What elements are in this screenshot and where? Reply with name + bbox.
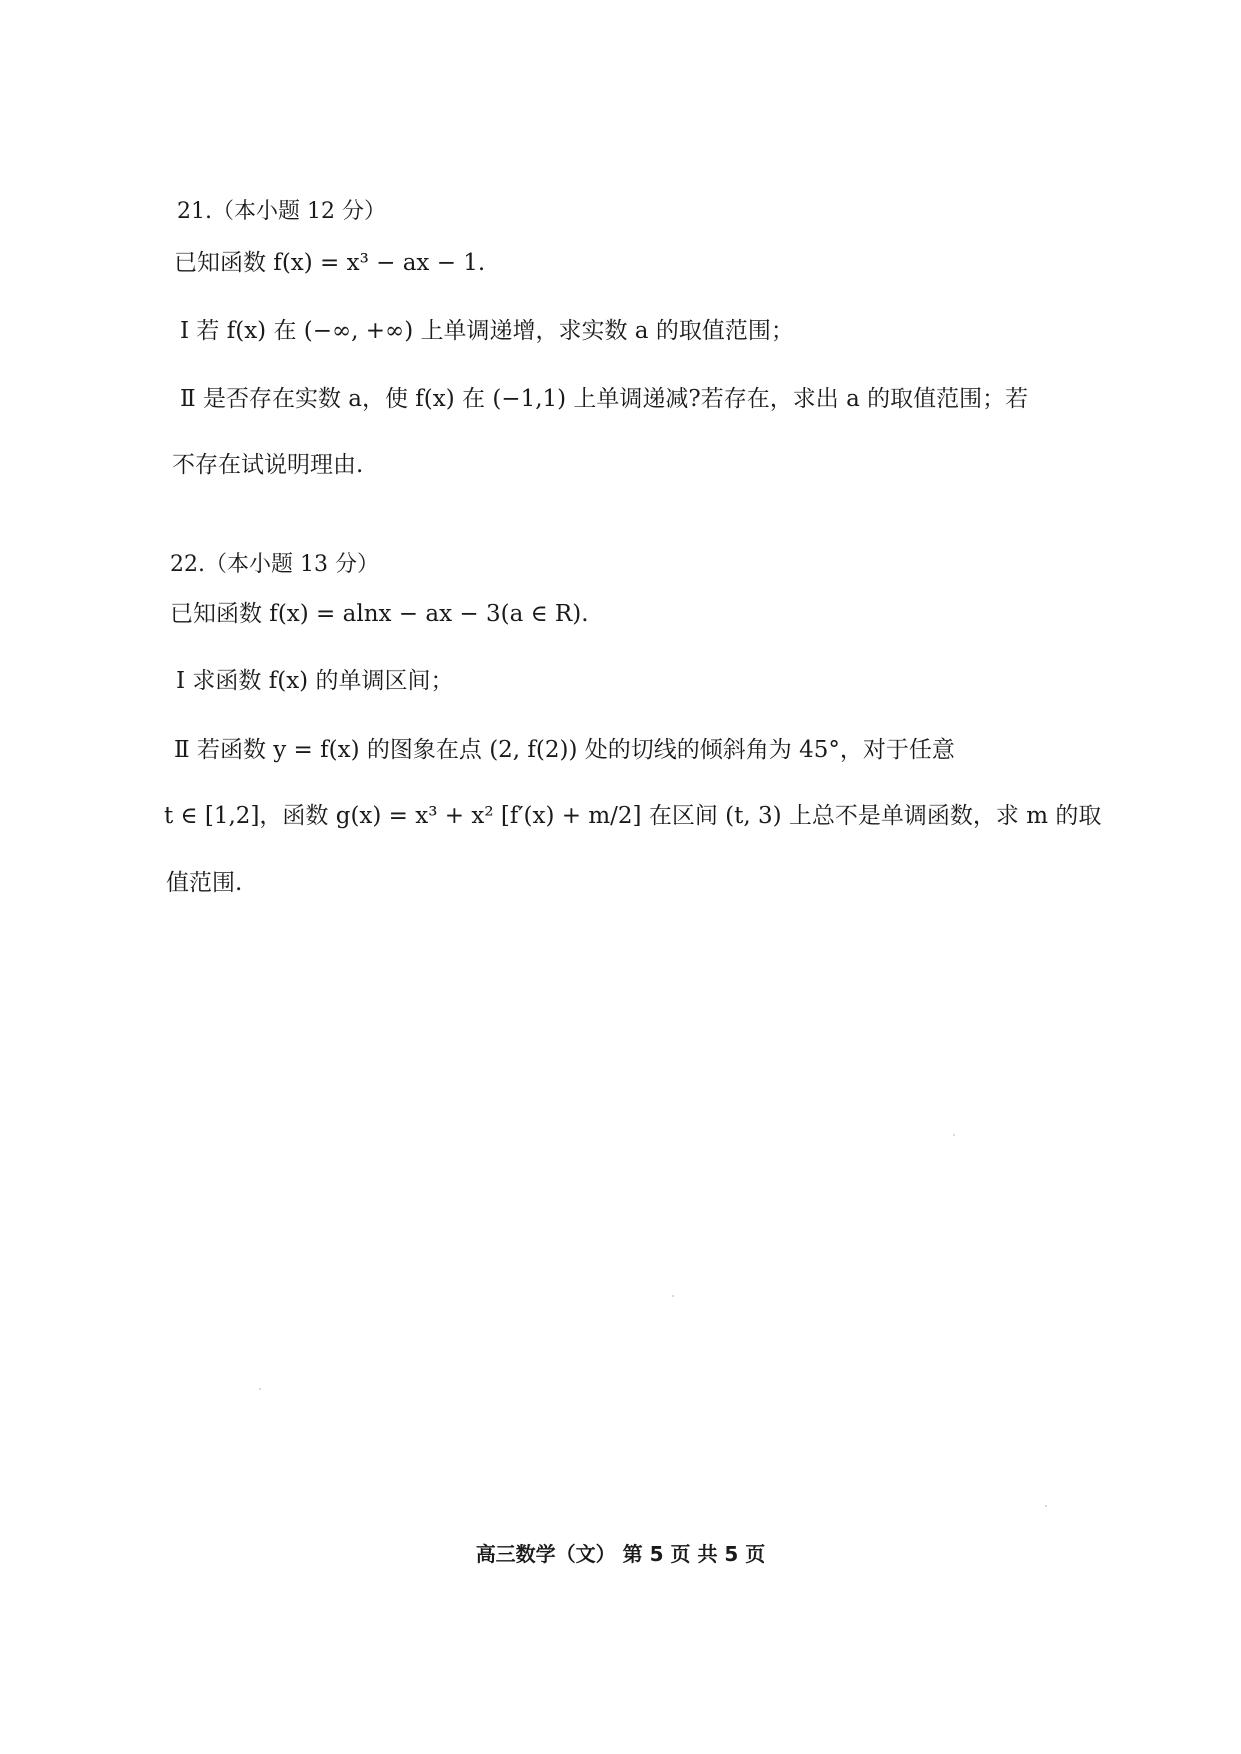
question-21-part-2-line-1: Ⅱ 是否存在实数 a，使 f(x) 在 (−1,1) 上单调递减?若存在，求出 a 的取值范围；若 bbox=[180, 386, 1029, 412]
scan-speck bbox=[1045, 1505, 1047, 1507]
question-22-heading: 22.（本小题 13 分） bbox=[170, 552, 379, 577]
scan-speck bbox=[953, 1134, 955, 1136]
page-footer: 高三数学（文） 第 5 页 共 5 页 bbox=[475, 1542, 766, 1566]
question-21-part-2-line-2: 不存在试说明理由. bbox=[172, 452, 364, 478]
question-22-part-2-line-3: 值范围. bbox=[166, 870, 243, 896]
scan-speck bbox=[259, 1388, 261, 1390]
question-21-stem: 已知函数 f(x) = x³ − ax − 1. bbox=[174, 250, 486, 276]
question-22-part-1: Ⅰ 求函数 f(x) 的单调区间； bbox=[176, 668, 454, 694]
question-22-stem: 已知函数 f(x) = alnx − ax − 3(a ∈ R). bbox=[170, 601, 589, 627]
question-22-part-2-line-2: t ∈ [1,2]，函数 g(x) = x³ + x² [f′(x) + m/2] 在区间 (t, 3) 上总不是单调函数，求 m 的取 bbox=[164, 803, 1102, 829]
question-21-part-1: Ⅰ 若 f(x) 在 (−∞, +∞) 上单调递增，求实数 a 的取值范围； bbox=[180, 318, 794, 344]
question-22-part-2-line-1: Ⅱ 若函数 y = f(x) 的图象在点 (2, f(2)) 处的切线的倾斜角为 45°，对于任意 bbox=[174, 737, 955, 763]
question-21-heading: 21.（本小题 12 分） bbox=[177, 199, 386, 224]
scan-speck bbox=[672, 1295, 674, 1297]
